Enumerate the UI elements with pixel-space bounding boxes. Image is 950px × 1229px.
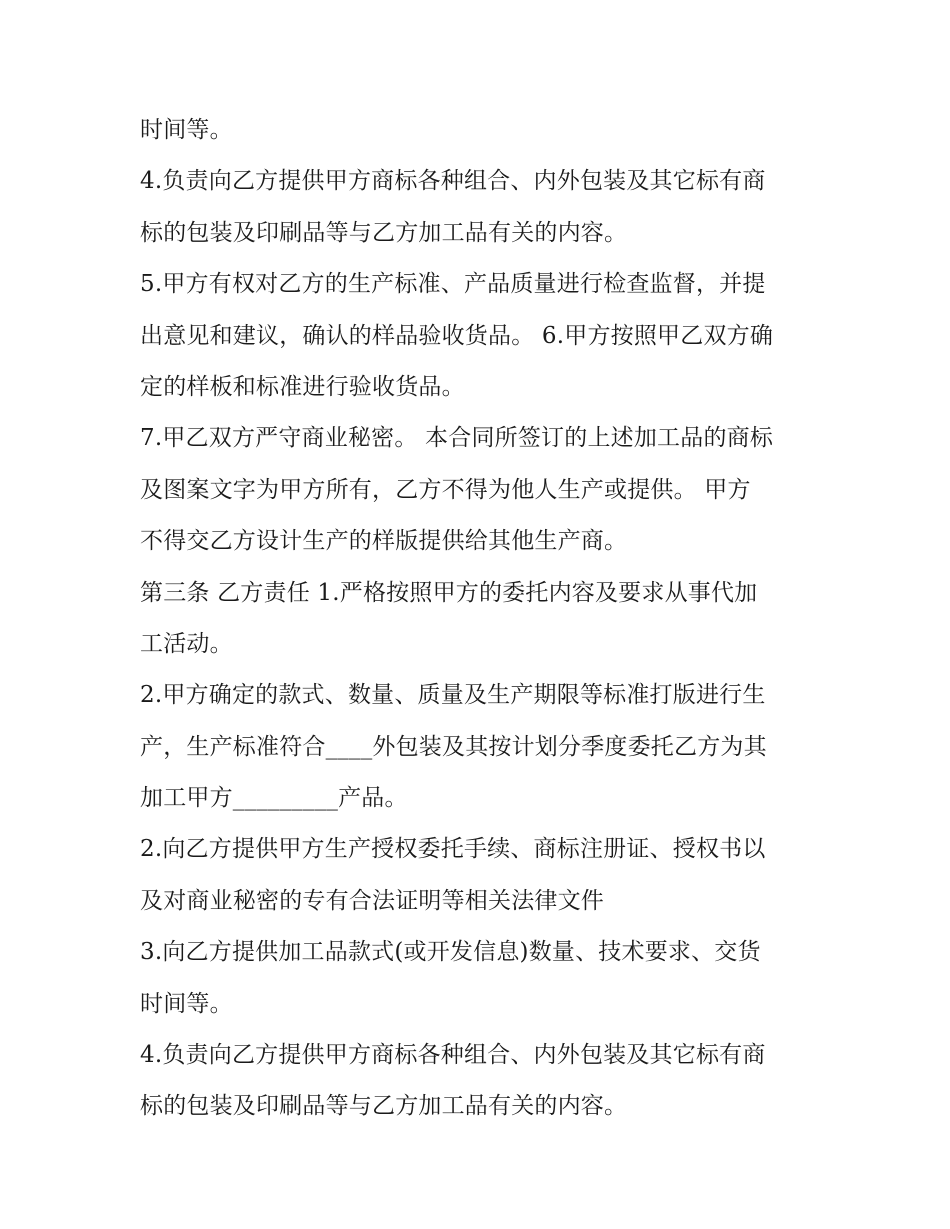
- text-line: 加工甲方_________产品。: [140, 785, 408, 812]
- text-line: 工活动。: [140, 630, 233, 657]
- text-line: 及图案文字为甲方所有，乙方不得为他人生产或提供。 甲方: [140, 476, 751, 503]
- text-line: 2.甲方确定的款式、数量、质量及生产期限等标准打版进行生: [140, 682, 766, 709]
- text-line: 2.向乙方提供甲方生产授权委托手续、商标注册证、授权书以: [140, 836, 766, 863]
- text-line: 5.甲方有权对乙方的生产标准、产品质量进行检查监督，并提: [140, 271, 766, 298]
- text-line: 4.负责向乙方提供甲方商标各种组合、内外包装及其它标有商: [140, 168, 766, 195]
- text-line: 时间等。: [140, 990, 233, 1017]
- text-line: 定的样板和标准进行验收货品。: [140, 373, 465, 400]
- text-line: 时间等。: [140, 117, 233, 143]
- document-body: [140, 105, 820, 1133]
- text-line: 标的包装及印刷品等与乙方加工品有关的内容。: [140, 219, 628, 246]
- text-line: 第三条 乙方责任 1.严格按照甲方的委托内容及要求从事代加: [140, 579, 758, 606]
- text-line: 标的包装及印刷品等与乙方加工品有关的内容。: [140, 1093, 628, 1120]
- text-line: 4.负责向乙方提供甲方商标各种组合、内外包装及其它标有商: [140, 1042, 766, 1069]
- text-line: 及对商业秘密的专有合法证明等相关法律文件: [140, 887, 604, 914]
- text-line: 出意见和建议，确认的样品验收货品。 6.甲方按照甲乙双方确: [140, 322, 774, 349]
- text-line: 不得交乙方设计生产的样版提供给其他生产商。: [140, 528, 628, 555]
- text-line: 产，生产标准符合____外包装及其按计划分季度委托乙方为其: [140, 733, 767, 760]
- text-line: 7.甲乙双方严守商业秘密。 本合同所签订的上述加工品的商标: [140, 425, 774, 452]
- text-line: 3.向乙方提供加工品款式(或开发信息)数量、技术要求、交货: [140, 939, 761, 966]
